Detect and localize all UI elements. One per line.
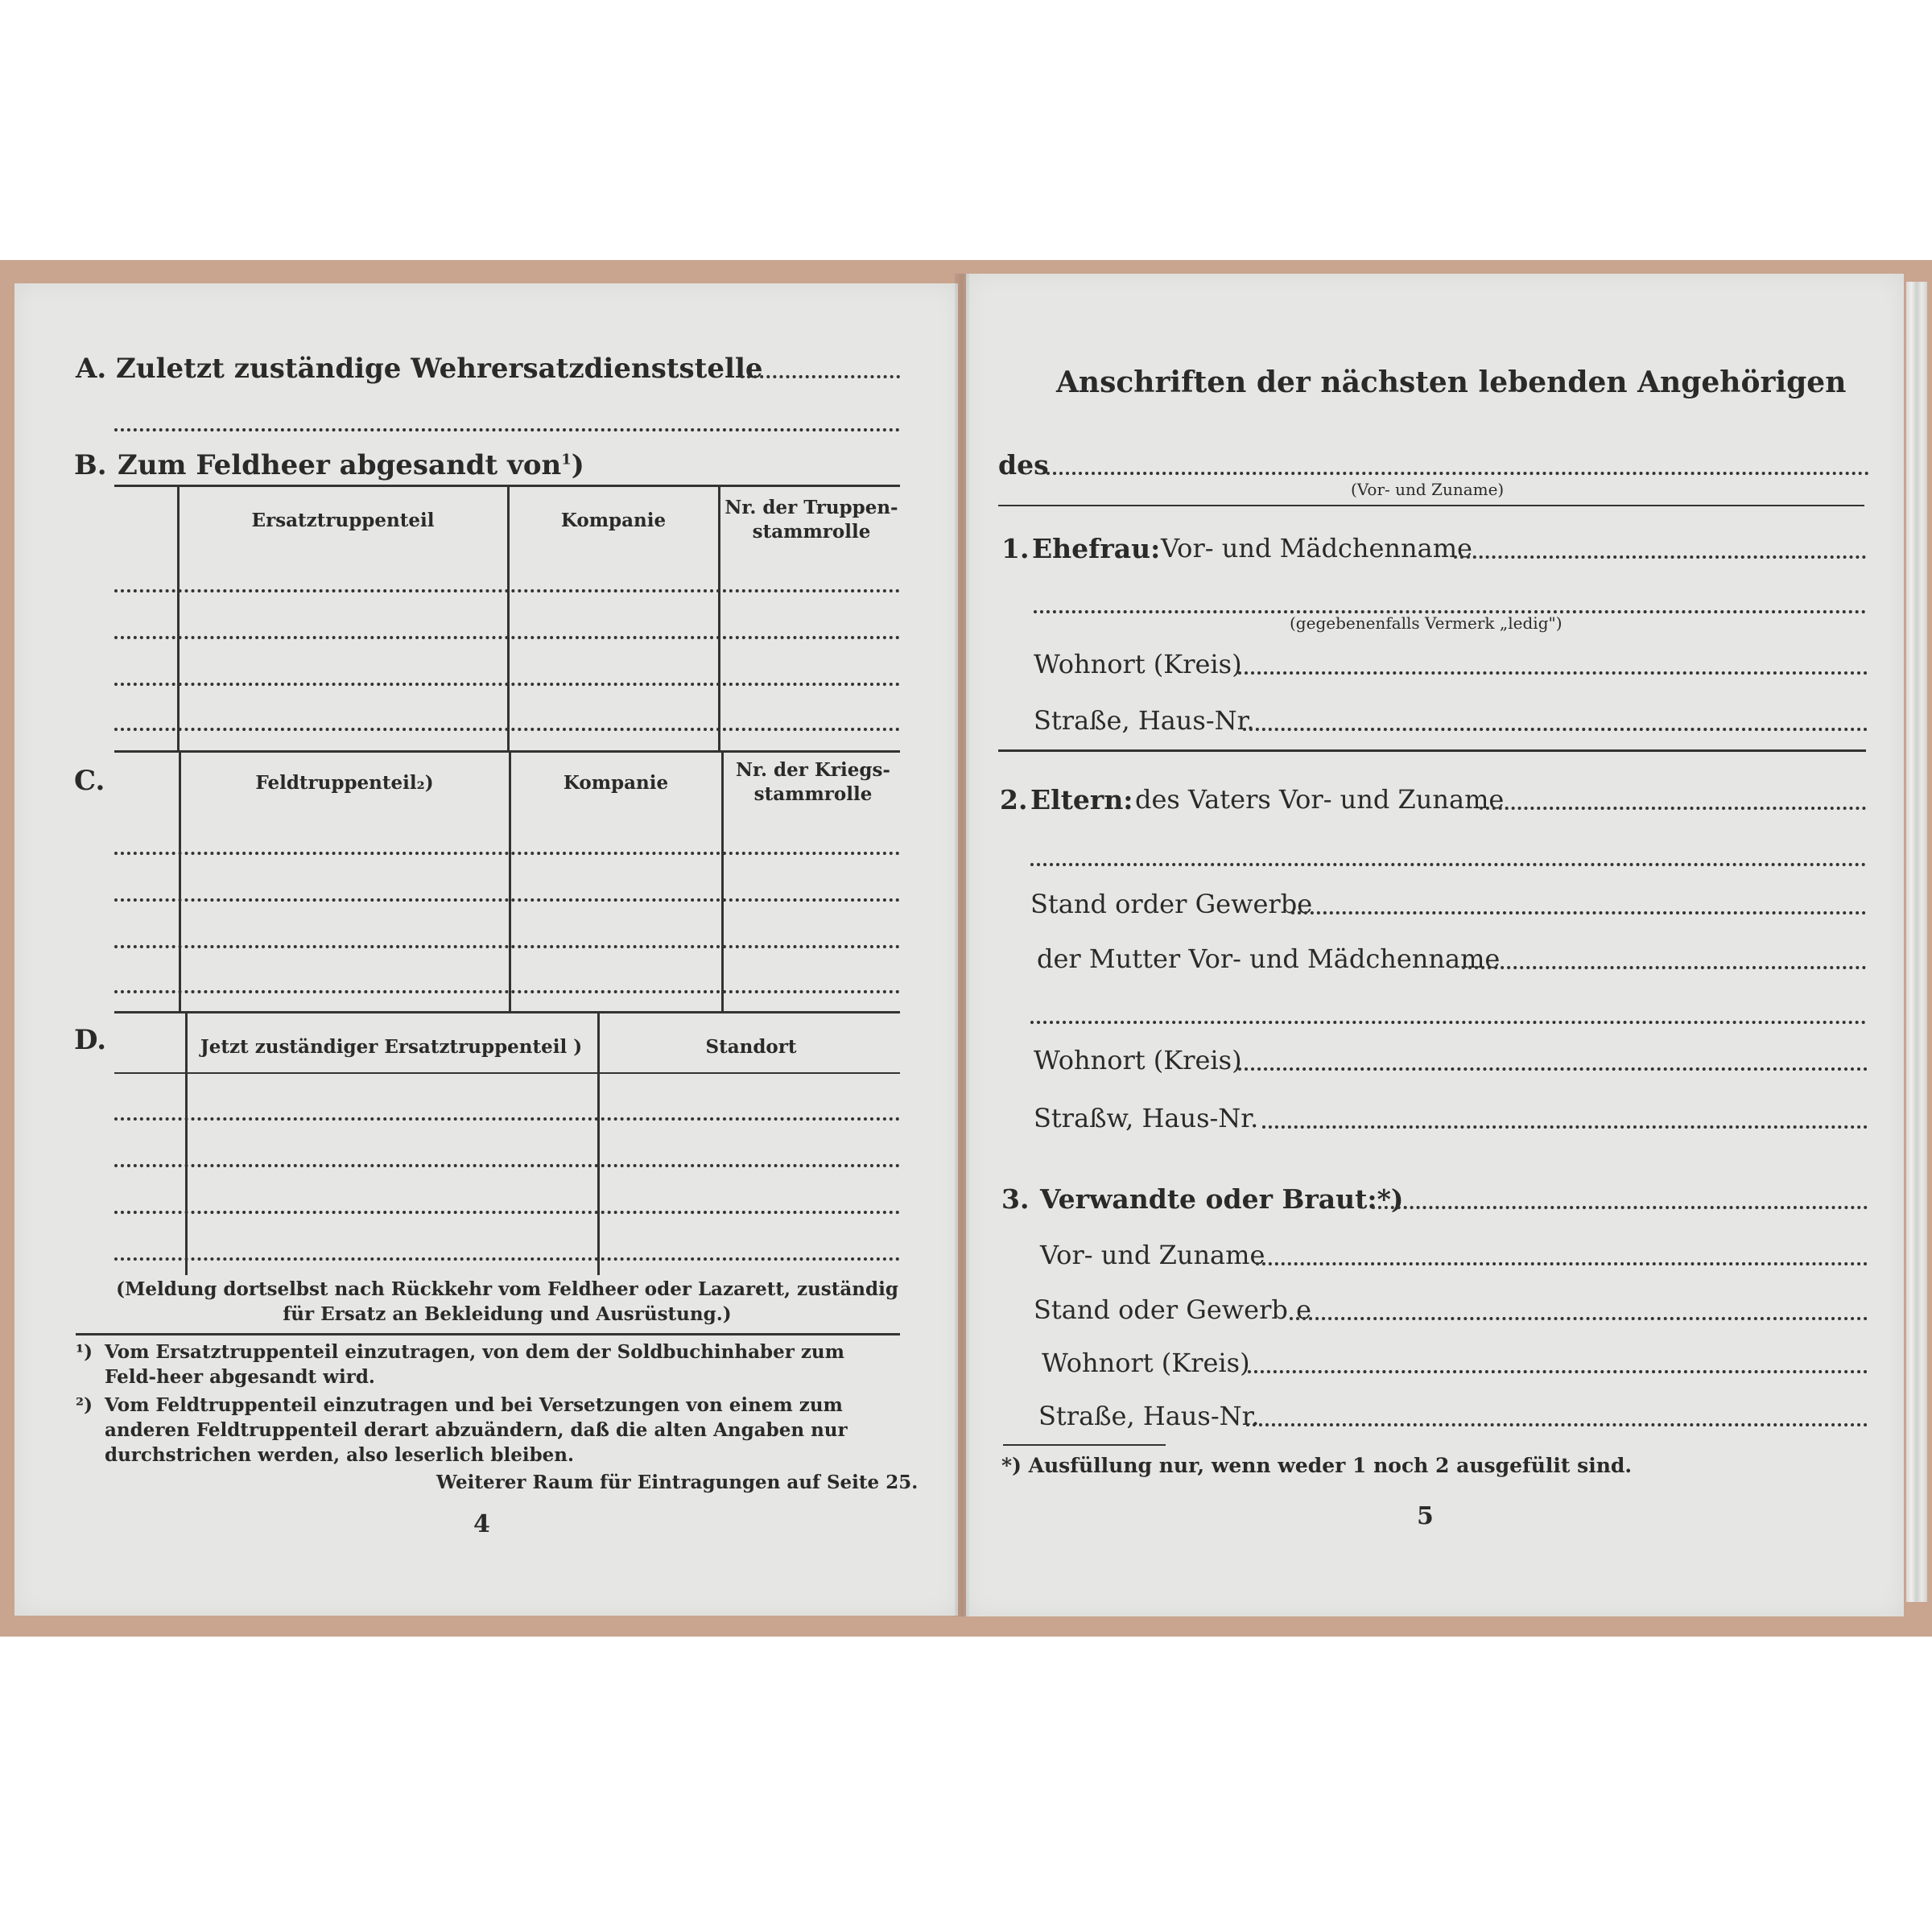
- page-edges: [1906, 282, 1927, 1602]
- s2-mutter-field-line2[interactable]: [1030, 1021, 1866, 1024]
- page-number-right: 5: [1417, 1502, 1434, 1530]
- col-jetzt-ersatztruppenteil: Jetzt zuständiger Ersatztruppenteil ): [200, 1036, 583, 1058]
- s1-field-label: Vor- und Mädchenname: [1161, 533, 1472, 564]
- des-label: des: [998, 449, 1049, 481]
- section-b-divider-2: [507, 486, 510, 752]
- s2-field-label: des Vaters Vor- und Zuname: [1135, 784, 1505, 815]
- s2-strasse-label: Straßw, Haus-Nr.: [1034, 1103, 1259, 1133]
- footnote-rule: [76, 1333, 900, 1335]
- section-c-row-2[interactable]: [114, 898, 900, 902]
- des-field[interactable]: [1046, 472, 1869, 475]
- s1-rule: [998, 749, 1866, 752]
- section-d-rule: [114, 1011, 900, 1013]
- book-gutter: [955, 274, 969, 1616]
- s1-wohnort-field[interactable]: [1238, 671, 1868, 675]
- section-c-row-1[interactable]: [114, 852, 900, 855]
- s2-stand-label: Stand order Gewerbe: [1030, 889, 1313, 919]
- col-feldtruppenteil: Feldtruppenteil₂): [255, 772, 434, 794]
- s3-stand-label: Stand oder Gewerb e: [1034, 1294, 1311, 1325]
- section-c-divider-3: [721, 752, 724, 1013]
- s2-vater-field[interactable]: [1480, 807, 1866, 810]
- section-d-row-4[interactable]: [114, 1257, 900, 1261]
- s2-label: Eltern:: [1030, 784, 1133, 815]
- s1-strasse-label: Straße, Haus-Nr.: [1034, 705, 1255, 736]
- footnote-1: Vom Ersatztruppenteil einzutragen, von dem der Soldbuchinhaber zum Feld-heer abgesandt wird.: [105, 1341, 844, 1389]
- meldung-note: (Meldung dortselbst nach Rückkehr vom Feldheer oder Lazarett, zuständig für Ersatz an Bekleidung und Ausrüstung.): [116, 1278, 898, 1326]
- section-d-header-rule: [114, 1072, 900, 1074]
- section-d-letter: D.: [74, 1024, 107, 1056]
- section-d-row-2[interactable]: [114, 1164, 900, 1167]
- s2-strasse-field[interactable]: [1262, 1125, 1868, 1129]
- s1-label: Ehefrau:: [1032, 533, 1161, 564]
- footnote-2-mark: ²): [76, 1394, 93, 1416]
- section-d-divider-2: [597, 1013, 600, 1275]
- ledig-caption: (gegebenenfalls Vermerk „ledig"): [1290, 613, 1563, 633]
- s3-field[interactable]: [1372, 1206, 1868, 1209]
- col-ersatztruppenteil: Ersatztruppenteil: [251, 510, 435, 531]
- s3-wohnort-label: Wohnort (Kreis): [1042, 1348, 1250, 1378]
- s3-name-field[interactable]: [1256, 1262, 1868, 1265]
- des-rule: [998, 505, 1864, 506]
- section-c-row-4[interactable]: [114, 990, 900, 993]
- section-d-divider-1: [185, 1013, 188, 1275]
- left-page: [14, 283, 958, 1616]
- section-b-title: Zum Feldheer abgesandt von$^1$): [118, 449, 584, 481]
- s3-number: 3.: [1001, 1183, 1030, 1215]
- section-b-divider-1: [177, 486, 180, 752]
- section-a-field-line2[interactable]: [114, 428, 900, 431]
- section-b-letter: B.: [74, 449, 107, 481]
- s1-number: 1.: [1001, 533, 1030, 564]
- section-b-row-1[interactable]: [114, 589, 900, 592]
- section-c-row-3[interactable]: [114, 945, 900, 948]
- col-truppenstammrolle: Nr. der Truppen-stammrolle: [724, 497, 898, 543]
- section-d-row-1[interactable]: [114, 1117, 900, 1121]
- s2-vater-field-line2[interactable]: [1030, 863, 1866, 866]
- section-a-field[interactable]: [741, 375, 900, 378]
- s2-wohnort-field[interactable]: [1238, 1067, 1868, 1071]
- section-b-row-3[interactable]: [114, 683, 900, 686]
- s1-wohnort-label: Wohnort (Kreis): [1034, 649, 1242, 679]
- s2-stand-field[interactable]: [1291, 911, 1866, 914]
- s3-strasse-label: Straße, Haus-Nr.: [1038, 1401, 1260, 1431]
- section-c-divider-1: [179, 752, 181, 1013]
- vor-zuname-caption: (Vor- und Zuname): [1351, 480, 1505, 499]
- s2-mutter-field[interactable]: [1462, 966, 1866, 969]
- section-a-label: A. Zuletzt zuständige Wehrersatzdienststelle: [76, 353, 763, 385]
- footnote-2: Vom Feldtruppenteil einzutragen und bei Versetzungen von einem zum anderen Feldtruppenteil derart abzuändern, daß die alten Angaben nur durchstrichen werden, also leserlich bleiben.: [105, 1394, 848, 1467]
- section-c-divider-2: [509, 752, 511, 1013]
- s3-wohnort-field[interactable]: [1248, 1370, 1868, 1373]
- right-footnote-rule: [1003, 1444, 1166, 1446]
- s3-stand-field[interactable]: [1290, 1317, 1868, 1320]
- footnote-1-mark: ¹): [76, 1341, 93, 1363]
- s1-strasse-field[interactable]: [1243, 728, 1868, 731]
- page-number-left: 4: [473, 1510, 490, 1538]
- relatives-title: Anschriften der nächsten lebenden Angehörigen: [1056, 365, 1847, 399]
- s3-strasse-field[interactable]: [1246, 1423, 1868, 1426]
- section-c-rule: [114, 750, 900, 753]
- col-kompanie: Kompanie: [560, 510, 667, 531]
- s1-name-field[interactable]: [1454, 555, 1866, 559]
- right-footnote: *) Ausfüllung nur, wenn weder 1 noch 2 ausgefülit sind.: [1001, 1454, 1633, 1477]
- section-d-row-3[interactable]: [114, 1211, 900, 1214]
- section-b-divider-3: [718, 486, 720, 752]
- col-kompanie-c: Kompanie: [563, 772, 669, 794]
- section-c-letter: C.: [74, 765, 105, 797]
- col-standort: Standort: [705, 1036, 797, 1058]
- col-kriegsstammrolle: Nr. der Kriegs-stammrolle: [736, 759, 890, 805]
- further-space-note: Weiterer Raum für Eintragungen auf Seite 25.: [436, 1472, 919, 1493]
- section-b-row-4[interactable]: [114, 728, 900, 731]
- s3-name-label: Vor- und Zuname: [1040, 1240, 1265, 1270]
- s3-label: Verwandte oder Braut:*): [1040, 1183, 1404, 1215]
- right-page: [966, 274, 1904, 1616]
- section-b-row-2[interactable]: [114, 636, 900, 639]
- s2-number: 2.: [1000, 784, 1028, 815]
- s2-mutter-label: der Mutter Vor- und Mädchenname: [1037, 943, 1501, 974]
- s2-wohnort-label: Wohnort (Kreis): [1034, 1045, 1242, 1075]
